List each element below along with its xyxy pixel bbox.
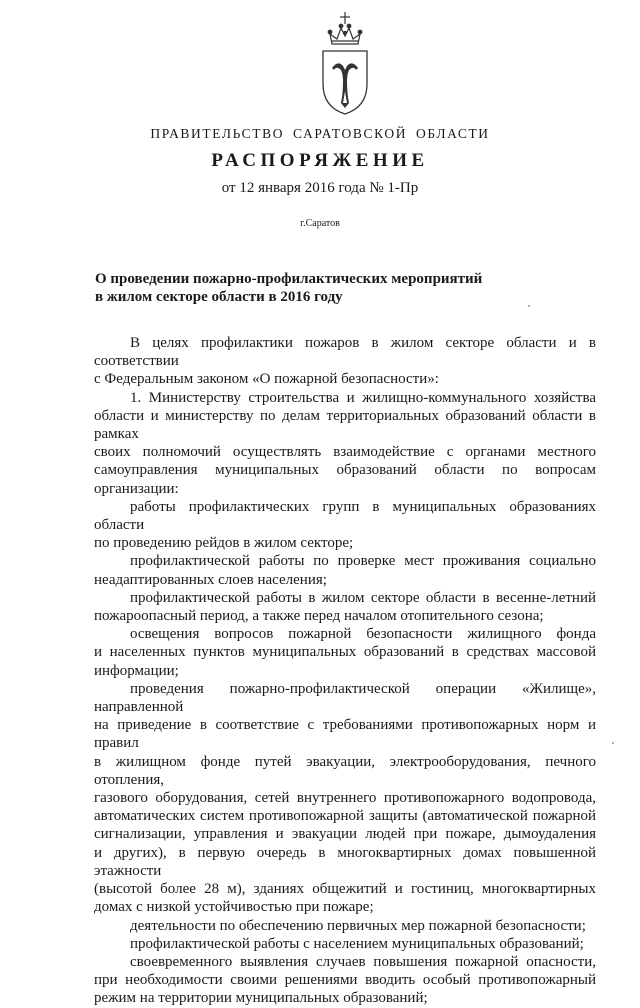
- body-line: профилактической работы в жилом секторе области в весенне-летний: [130, 589, 596, 606]
- body-line: своевременного выявления случаев повышения пожарной опасности,: [130, 953, 596, 970]
- body-line: В целях профилактики пожаров в жилом секторе области и в соответствии: [94, 335, 596, 370]
- body-line: сигнализации, управления и эвакуации людей при пожаре, дымоудаления: [94, 826, 596, 843]
- body-line: режим на территории муниципальных образований;: [94, 990, 428, 1007]
- body-line: профилактической работы по проверке мест проживания социально: [130, 553, 596, 570]
- body-line: профилактической работы с населением муниципальных образований;: [130, 935, 584, 952]
- body-line: своих полномочий осуществлять взаимодействие с органами местного: [94, 444, 596, 461]
- body-line: при необходимости своими решениями вводить особый противопожарный: [94, 972, 596, 989]
- body-line: информации;: [94, 662, 179, 679]
- heading-line: О проведении пожарно-профилактических мероприятий: [95, 271, 483, 287]
- city-name: г.Саратов: [300, 218, 340, 229]
- heading-line: в жилом секторе области в 2016 году: [95, 289, 343, 305]
- document-type: РАСПОРЯЖЕНИЕ: [211, 150, 429, 171]
- body-line: и населенных пунктов муниципальных образований в средствах массовой: [94, 644, 596, 661]
- body-line: по проведению рейдов в жилом секторе;: [94, 535, 354, 552]
- body-line: освещения вопросов пожарной безопасности жилищного фонда: [130, 626, 596, 643]
- body-line: на приведение в соответствие с требованиями противопожарных норм и правил: [94, 717, 596, 752]
- saratov-coat-of-arms-icon: [312, 8, 378, 118]
- document-date-number: от 12 января 2016 года № 1-Пр: [221, 180, 419, 196]
- body-line: домах с низкой устойчивостью при пожаре;: [94, 899, 374, 916]
- body-line: области и министерству по делам территориальных образований области в рамках: [94, 407, 596, 443]
- body-line: с Федеральным законом «О пожарной безопасности»:: [94, 371, 439, 388]
- body-line: деятельности по обеспечению первичных мер пожарной безопасности;: [130, 917, 586, 934]
- body-line: газового оборудования, сетей внутреннего противопожарного водопровода,: [94, 790, 596, 807]
- body-line: (высотой более 28 м), зданиях общежитий и гостиниц, многоквартирных: [94, 881, 596, 898]
- document-body: [94, 334, 596, 1008]
- body-line: в жилищном фонде путей эвакуации, электрооборудования, печного отопления,: [94, 753, 596, 788]
- body-line: пожароопасный период, а также перед началом отопительного сезона;: [94, 608, 544, 625]
- body-line: работы профилактических групп в муниципальных образованиях области: [94, 498, 596, 534]
- body-line: 1. Министерству строительства и жилищно-коммунального хозяйства: [130, 389, 596, 406]
- body-line: автоматических систем противопожарной защиты (автоматической пожарной: [94, 808, 596, 825]
- body-line: проведения пожарно-профилактической операции «Жилище», направленной: [94, 680, 596, 716]
- document-heading: [95, 270, 565, 306]
- government-title: ПРАВИТЕЛЬСТВО САРАТОВСКОЙ ОБЛАСТИ: [150, 126, 490, 141]
- scan-speck: [528, 305, 530, 307]
- scan-speck: [612, 742, 614, 744]
- body-line: и других), в первую очередь в многоквартирных домах повышенной этажности: [94, 844, 596, 879]
- body-line: неадаптированных слоев населения;: [94, 571, 327, 588]
- body-line: самоуправления муниципальных образований области по вопросам организации:: [94, 462, 596, 497]
